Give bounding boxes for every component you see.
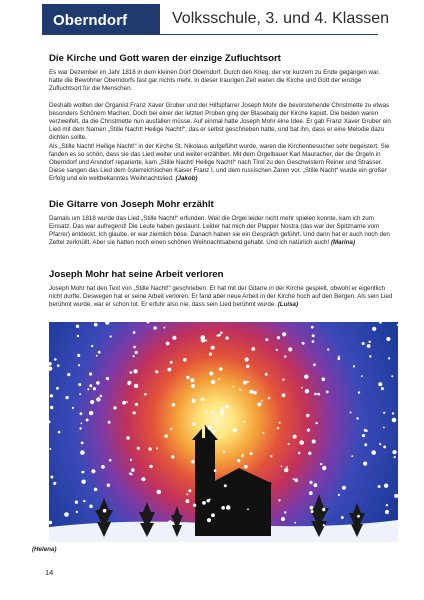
- snowflake: [386, 504, 388, 506]
- snowflake: [338, 494, 340, 496]
- snowflake: [284, 511, 286, 513]
- snowflake: [57, 364, 60, 367]
- snowflake: [369, 355, 371, 357]
- snowflake: [322, 508, 325, 511]
- snowflake: [277, 336, 280, 339]
- snowflake: [91, 345, 93, 347]
- snowflake: [312, 340, 315, 343]
- snowflake: [224, 484, 227, 487]
- snowflake: [388, 357, 390, 359]
- snowflake: [190, 378, 194, 382]
- snowflake: [391, 375, 393, 377]
- header-place-label: Oberndorf: [53, 12, 128, 29]
- snowflake: [233, 428, 237, 432]
- snowflake: [276, 349, 278, 351]
- snowflake: [294, 478, 298, 482]
- snowflake: [279, 422, 281, 424]
- snowflake: [225, 405, 229, 409]
- snowflake: [186, 499, 190, 503]
- snowflake: [93, 387, 96, 390]
- snowflake: [383, 427, 385, 429]
- snowflake: [170, 428, 172, 430]
- snowflake: [183, 358, 187, 362]
- snowflake: [281, 466, 283, 468]
- snowflake: [133, 411, 136, 414]
- snowflake: [337, 357, 340, 360]
- snowflake: [110, 335, 112, 337]
- snowflake: [134, 384, 138, 388]
- snowflake: [191, 460, 195, 464]
- snowflake: [72, 407, 74, 409]
- snowflake: [262, 432, 264, 434]
- snowflake: [378, 485, 381, 488]
- snowflake: [91, 469, 95, 473]
- snowflake: [312, 334, 315, 337]
- snowflake: [80, 423, 82, 425]
- snowflake: [270, 455, 272, 457]
- snowflake: [365, 430, 367, 432]
- snowflake: [367, 344, 371, 348]
- snowflake: [80, 450, 85, 455]
- snowflake: [193, 504, 196, 507]
- snowflake: [126, 401, 128, 403]
- snowflake: [381, 387, 384, 390]
- header-topic-label: Volksschule, 3. und 4. Klassen: [172, 10, 390, 27]
- snowflake: [211, 380, 215, 384]
- snowflake: [129, 472, 132, 475]
- snowflake: [353, 365, 355, 367]
- snowflake: [156, 447, 158, 449]
- snowflake: [309, 481, 312, 484]
- snowflake: [171, 455, 174, 458]
- snowflake: [302, 342, 305, 345]
- snowflake: [188, 489, 191, 492]
- snowflake: [218, 378, 220, 380]
- snowflake: [282, 379, 284, 381]
- section-heading: Die Kirche und Gott waren der einzige Zufluchtsort: [49, 53, 281, 64]
- snowflake: [383, 446, 386, 449]
- snowflake: [312, 440, 316, 444]
- snowflake: [294, 522, 296, 524]
- snowflake: [311, 510, 314, 513]
- paragraph-text: Es war Dezember im Jahr 1818 in dem kleinen Dorf Oberndorf. Durch den Krieg, der vor kurzem zu Ende gegangen war, hatte die Bewohner Oberndorfs fast gar nichts mehr. In dieser traurigen Zeit waren die Kirche und Gott der einzige Zufluchtsort für die Menschen.: [49, 69, 380, 92]
- snowflake: [81, 480, 85, 484]
- snowflake: [356, 417, 358, 419]
- snowflake: [314, 393, 317, 396]
- snowflake: [301, 387, 303, 389]
- snowflake: [109, 459, 112, 462]
- snowflake: [79, 427, 81, 429]
- snowflake: [304, 375, 308, 379]
- snowflake: [168, 368, 172, 372]
- snowflake: [219, 367, 223, 371]
- snowflake: [323, 524, 325, 526]
- snowflake: [225, 336, 228, 339]
- snowflake: [281, 517, 285, 521]
- author-signature: (Luisa): [277, 301, 299, 308]
- section-heading: Joseph Mohr hat seine Arbeit verloren: [49, 269, 224, 280]
- snowflake: [94, 323, 98, 327]
- snowflake: [78, 364, 80, 366]
- snowflake: [200, 335, 205, 340]
- snowflake: [392, 450, 396, 454]
- snowflake: [239, 389, 241, 391]
- snowflake: [341, 516, 344, 519]
- snowflake: [131, 468, 135, 472]
- section-arbeit-verloren: [49, 269, 394, 280]
- snowflake: [308, 452, 311, 455]
- snowflake: [209, 499, 211, 501]
- snowflake: [293, 435, 297, 439]
- snowflake: [221, 407, 223, 409]
- snowflake: [133, 331, 136, 334]
- snowflake: [201, 398, 204, 401]
- paragraph: [49, 215, 394, 247]
- image-caption: (Helena): [32, 546, 57, 553]
- snowflake: [128, 382, 131, 385]
- snowflake: [100, 395, 103, 398]
- snowflake: [342, 486, 346, 490]
- snowflake: [148, 447, 151, 450]
- snowflake: [209, 353, 212, 356]
- snowflake: [75, 501, 78, 504]
- snowflake: [362, 342, 365, 345]
- snowflake: [144, 393, 147, 396]
- author-signature: (Marina): [330, 239, 356, 246]
- snowflake: [87, 388, 89, 390]
- snowflake: [385, 510, 389, 514]
- snowflake: [392, 412, 394, 414]
- snowflake: [205, 411, 208, 414]
- snowflake: [83, 500, 85, 502]
- snowflake: [372, 327, 376, 331]
- snowflake: [130, 371, 133, 374]
- snowflake: [219, 436, 221, 438]
- snowflake: [261, 400, 263, 402]
- snowflake: [362, 434, 365, 437]
- snowflake: [286, 466, 288, 468]
- snowflake: [288, 443, 290, 445]
- snowflake: [78, 383, 81, 386]
- snowflake: [282, 332, 286, 336]
- snowflake: [89, 411, 93, 415]
- snowflake: [56, 387, 59, 390]
- snowflake: [77, 354, 80, 357]
- snowflake: [244, 465, 248, 469]
- snowflake: [54, 358, 57, 361]
- snowflake: [130, 459, 132, 461]
- snowflake: [164, 434, 167, 437]
- snowflake: [278, 499, 280, 501]
- snowflake: [170, 361, 173, 364]
- snowflake: [82, 471, 85, 474]
- snowflake: [107, 484, 110, 487]
- candle-flame: [202, 426, 205, 438]
- snowflake: [305, 389, 309, 393]
- snowflake: [216, 335, 218, 337]
- snowflake: [358, 391, 360, 393]
- snowflake: [220, 331, 223, 334]
- snowflake: [392, 418, 397, 423]
- snowflake: [369, 341, 371, 343]
- paragraph-text: Als „Stille Nacht! Heilige Nacht!“ in der Kirche St. Nikolaus aufgeführt wurde, waren die Kirchenbesucher sehr begeistert. Sie fanden es so schön, dass sie das Lied weiter und weiter erzählten. Mit dem Orgelbauer Karl Mauracher, der die Orgeln in Oberndorf und Arsndorf reparierte, kam „Stille Nacht! Heilige Nacht!“ nach Tirol zu den Geschwistern Reiner und Strasser. Diese sangen das Lied dem österreichischen Kaiser Franz I. und dem russischen Zaren vor. „Stille Nacht“ wurde ein großer Erfolg und ein weltbekanntes Weihnachtslied.: [49, 143, 390, 182]
- snowflake: [96, 355, 98, 357]
- snowflake: [96, 397, 100, 401]
- snowflake: [288, 347, 292, 351]
- snowflake: [221, 411, 224, 414]
- section-gitarre: [49, 199, 394, 210]
- snowflake: [66, 396, 69, 399]
- snowflake: [77, 335, 79, 337]
- snowflake: [277, 427, 279, 429]
- snowflake: [268, 397, 271, 400]
- snowflake: [157, 490, 162, 495]
- paragraph: [49, 102, 394, 142]
- snowflake: [208, 426, 212, 430]
- snowflake: [113, 406, 116, 409]
- snowflake: [350, 412, 352, 414]
- snowflake: [141, 477, 145, 481]
- paragraph: [49, 69, 394, 93]
- paragraph: [49, 285, 394, 309]
- snowflake: [298, 452, 301, 455]
- snowflake: [386, 337, 390, 341]
- snowflake: [89, 505, 93, 509]
- snowflake: [122, 401, 126, 405]
- paragraph-text: Damals um 1818 wurde das Lied „Stille Nacht!“ erfunden. Weil die Orgel leider nicht mehr spielen konnte, kam ich zum Einsatz. Das war aufregend! Die Leute haben gestaunt. Leider hat mich der Plapper Nostra (das war der Spitzname vom Pfarrer) entdeckt. Ich glaube, er war ziemlich böse. Danach haben sie ein Gespräch geführt. Und dann hat er auch noch den Zettel zerknüllt. Aber sie hatten noch einen schönen Weihnachtsabend gehabt. Und ich natürlich auch!: [49, 215, 390, 246]
- paragraph-text: Joseph Mohr hat den Text von „Stille Nacht!“ geschrieben. Er hat mit der Gitarre in der Kirche gespielt, obwohl er eigentlich nicht durfte. Deswegen hat er seine Arbeit verloren. Er fand aber neue Arbeit in der Kirche hoch auf den Bergen. Als sein Lied berühmt wurde, war er schon tot. Er erfuhr also nie, dass sein Lied berühmt wurde.: [49, 285, 393, 308]
- snowflake: [186, 376, 189, 379]
- painting-canvas: [49, 322, 398, 542]
- snowflake: [58, 431, 61, 434]
- snowflake: [322, 377, 326, 381]
- snowflake: [284, 468, 288, 472]
- snowflake: [245, 357, 249, 361]
- snowflake: [223, 451, 225, 453]
- author-signature: (Jakob): [175, 175, 198, 182]
- snowflake: [205, 340, 207, 342]
- snowflake: [249, 390, 253, 394]
- snowflake: [79, 393, 81, 395]
- snowflake: [94, 488, 98, 492]
- snowflake: [86, 419, 89, 422]
- snowflake: [364, 443, 367, 446]
- snowflake: [351, 455, 353, 457]
- snowflake: [265, 338, 268, 341]
- snowflake: [133, 369, 137, 373]
- paragraph-text: Deshalb wollten der Organist Franz Xaver Gruber und der Hilfspfarrer Joseph Mohr die bevorstehende Christmette zu etwas besonders Schönem Machen. Doch bei einer der letzten Proben ging der Blasebalg der Kirche kaputt. Die beiden waren verzweifelt, da die Christmette nun ausfallen müsse. Auf einmal hatte Joseph Mohr eine Idee. Er gab Franz Xaver Gruber ein Lied mit dem Namen „Stille Nacht! Heilige Nacht!“, das er selbst geschrieben hatte, und bat ihn, dass er eine Melodie dazu dichten sollte.: [49, 102, 391, 141]
- snowflake: [250, 452, 253, 455]
- snowflake: [209, 372, 213, 376]
- snowflake: [67, 373, 70, 376]
- snowflake: [317, 393, 320, 396]
- snowflake: [322, 466, 326, 470]
- snowflake: [237, 459, 240, 462]
- snowflake: [378, 382, 382, 386]
- snowflake: [221, 506, 225, 510]
- snowflake: [311, 326, 314, 329]
- page-number: 14: [45, 568, 54, 577]
- snowflake: [361, 375, 363, 377]
- snowflake: [293, 478, 295, 480]
- snowflake: [394, 456, 396, 458]
- snowflake: [320, 463, 322, 465]
- snowflake: [163, 327, 165, 329]
- snowflake: [126, 436, 130, 440]
- snowflake: [89, 372, 92, 375]
- snowflake: [133, 346, 136, 349]
- snowflake: [172, 403, 176, 407]
- snowflake: [207, 518, 211, 522]
- snowflake: [191, 384, 195, 388]
- snowflake: [212, 430, 216, 434]
- snowflake: [153, 326, 156, 329]
- snowflake: [241, 454, 244, 457]
- snowflake: [363, 462, 367, 466]
- snowflake: [282, 393, 286, 397]
- snowflake: [384, 484, 388, 488]
- snowflake: [307, 429, 310, 432]
- snowflake: [313, 363, 316, 366]
- snowflake: [192, 399, 196, 403]
- snowflake: [309, 491, 313, 495]
- snowflake: [76, 325, 79, 328]
- snowflake: [314, 483, 318, 487]
- snowflake: [89, 384, 92, 387]
- snowflake: [284, 355, 286, 357]
- snowflake: [133, 355, 135, 357]
- snowflake: [135, 351, 138, 354]
- snowflake: [327, 348, 329, 350]
- snowflake: [50, 394, 53, 397]
- paragraph: [49, 143, 394, 183]
- snowflake: [135, 403, 138, 406]
- snowflake: [49, 448, 51, 450]
- snowflake: [106, 377, 109, 380]
- snowflake: [357, 515, 360, 518]
- header-rule: [42, 34, 378, 35]
- church-candle-night-painting: [49, 322, 398, 542]
- snowflake: [168, 520, 172, 524]
- snowflake: [186, 493, 188, 495]
- snowflake: [251, 347, 255, 351]
- section-heading: Die Gitarre von Joseph Mohr erzählt: [49, 199, 214, 210]
- snowflake: [211, 411, 214, 414]
- snowflake: [76, 511, 78, 513]
- snowflake: [50, 476, 53, 479]
- snowflake: [383, 412, 385, 414]
- snowflake: [90, 400, 94, 404]
- snowflake: [98, 351, 101, 354]
- snowflake: [50, 406, 53, 409]
- snowflake: [247, 381, 249, 383]
- snowflake: [326, 391, 329, 394]
- snowflake: [211, 346, 215, 350]
- snowflake: [244, 421, 246, 423]
- snowflake: [226, 505, 231, 510]
- section-zufluchtsort: [49, 53, 394, 64]
- snowflake: [138, 448, 140, 450]
- snowflake: [81, 442, 84, 445]
- snowflake: [64, 512, 69, 517]
- snowflake: [371, 450, 376, 455]
- snowflake: [214, 469, 217, 472]
- snowflake: [299, 440, 304, 445]
- snowflake: [96, 381, 100, 385]
- snowflake: [306, 414, 309, 417]
- snowflake: [243, 381, 247, 385]
- snowflake: [166, 342, 170, 346]
- snowflake: [103, 509, 107, 513]
- snowflake: [211, 513, 215, 517]
- snowflake: [202, 501, 206, 505]
- snowflake: [379, 443, 381, 445]
- snowflake: [80, 412, 83, 415]
- snowflake: [315, 422, 317, 424]
- snowflake: [246, 365, 249, 368]
- snowflake: [257, 402, 261, 406]
- snowflake: [172, 336, 176, 340]
- snowflake: [265, 373, 268, 376]
- snowflake: [53, 483, 55, 485]
- snowflake: [192, 422, 196, 426]
- snowflake: [149, 465, 152, 468]
- snowflake: [310, 506, 314, 510]
- snowflake: [155, 370, 158, 373]
- snowflake: [253, 391, 257, 395]
- snowflake: [232, 386, 234, 388]
- snowflake: [247, 508, 249, 510]
- snowflake: [108, 421, 111, 424]
- snowflake: [101, 465, 105, 469]
